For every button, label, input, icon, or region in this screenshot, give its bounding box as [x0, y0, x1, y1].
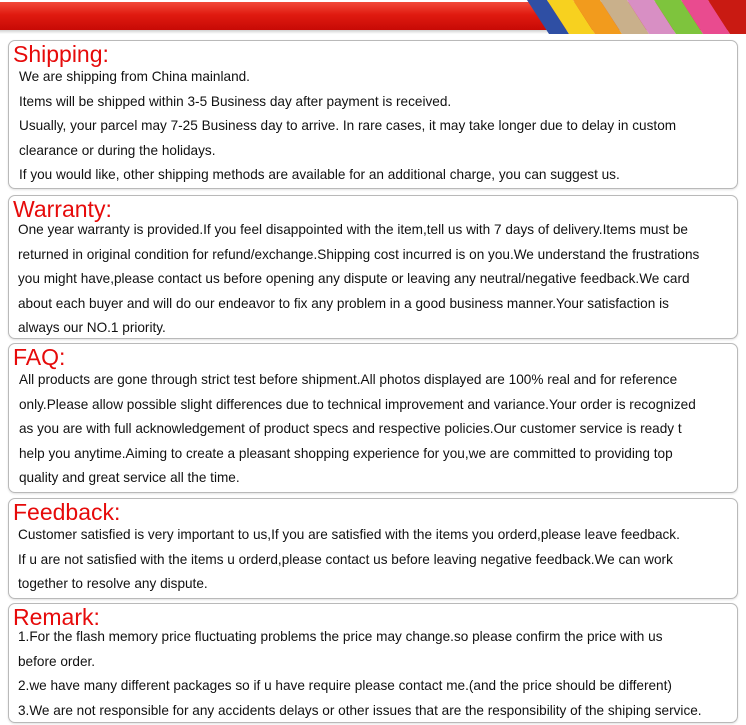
warranty-title: Warranty:: [13, 196, 112, 222]
shipping-line: clearance or during the holidays.: [19, 142, 216, 158]
shipping-body: [17, 65, 731, 188]
warranty-line: you might have,please contact us before opening any dispute or leaving any neutral/negative feedback.We card: [18, 271, 690, 286]
feedback-title: Feedback:: [13, 499, 121, 525]
shipping-line: Items will be shipped within 3-5 Business day after payment is received.: [19, 93, 452, 109]
feedback-body: [18, 523, 731, 597]
shipping-title: Shipping:: [13, 41, 109, 67]
remark-line: 3.We are not responsible for any accidents delays or other issues that are the responsibility of the shiping service.: [18, 702, 702, 718]
warranty-line: returned in original condition for refund/exchange.Shipping cost incurred is on you.We understand the frustrations: [18, 246, 700, 262]
remark-title: Remark:: [13, 604, 100, 630]
warranty-body: [18, 218, 731, 341]
faq-line: quality and great service all the time.: [19, 470, 240, 485]
faq-line: as you are with full acknowledgement of product specs and respective policies.Our customer service is ready t: [19, 421, 682, 436]
faq-section: [8, 343, 738, 493]
feedback-line: If u are not satisfied with the items u orderd,please contact us before leaving negative feedback.We can work: [18, 551, 673, 567]
warranty-line: about each buyer and will do our endeavor to fix any problem in a good business manner.Your satisfaction is: [18, 295, 669, 311]
faq-body: [19, 368, 731, 491]
remark-body: [18, 625, 731, 723]
faq-title: FAQ:: [13, 344, 66, 370]
warranty-line: always our NO.1 priority.: [18, 320, 166, 335]
faq-line: only.Please allow possible slight differences due to technical improvement and variance.Your order is recognized: [19, 396, 696, 412]
shipping-line: We are shipping from China mainland.: [19, 69, 250, 84]
faq-line: help you anytime.Aiming to create a pleasant shopping experience for you,we are committed to providing top: [19, 445, 673, 461]
warranty-section: [8, 195, 738, 339]
remark-line: before order.: [18, 653, 96, 669]
faq-line: All products are gone through strict test before shipment.All photos displayed are 100% real and for reference: [19, 372, 678, 387]
remark-line: 2.we have many different packages so if u have require please contact me.(and the price should be different): [18, 678, 672, 693]
banner-color-stripes: [0, 0, 746, 34]
shipping-section: [8, 40, 738, 189]
remark-section: [8, 603, 738, 723]
remark-line: 1.For the flash memory price fluctuating problems the price may change.so please confirm the price with us: [18, 629, 663, 644]
feedback-line: Customer satisfied is very important to us,If you are satisfied with the items you orderd,please leave feedback.: [18, 527, 680, 542]
warranty-line: One year warranty is provided.If you feel disappointed with the item,tell us with 7 days of delivery.Items must be: [18, 222, 688, 237]
feedback-line: together to resolve any dispute.: [18, 576, 208, 591]
feedback-section: [8, 498, 738, 599]
shipping-line: Usually, your parcel may 7-25 Business day to arrive. In rare cases, it may take longer due to delay in custom: [19, 118, 677, 133]
header-banner: [0, 0, 746, 34]
shipping-line: If you would like, other shipping methods are available for an additional charge, you can suggest us.: [19, 167, 620, 182]
